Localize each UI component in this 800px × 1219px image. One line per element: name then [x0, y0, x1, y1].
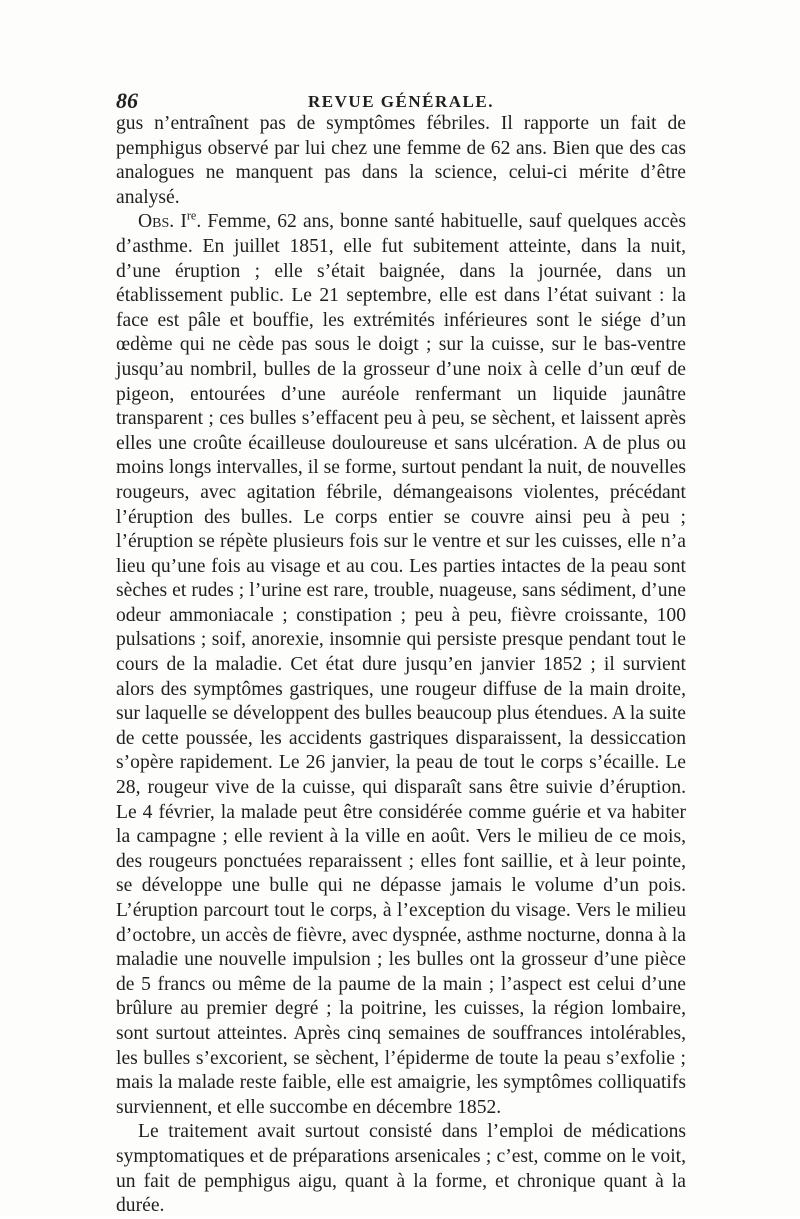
body-text: [116, 112, 686, 1219]
paragraph-conclusion: Le traitement avait surtout consisté dans l’emploi de médications symptomatiques et de préparations arsenicales ; c’est, comme on le voit, un fait de pemphigus aigu, quant à la forme, et chronique quant à la durée.: [116, 1121, 686, 1217]
paragraph-continuation: gus n’entraînent pas de symptômes fébriles. Il rapporte un fait de pemphigus observé par lui chez une femme de 62 ans. Bien que des cas analogues ne manquent pas dans la science, celui-ci mérite d’être analysé.: [116, 113, 686, 208]
paragraph-observation: [116, 210, 686, 1120]
running-title: REVUE GÉNÉRALE.: [308, 92, 494, 111]
observation-number-suffix: re: [186, 208, 197, 223]
observation-label: Obs.: [138, 211, 175, 233]
observation-number: I: [180, 211, 187, 233]
observation-text: . Femme, 62 ans, bonne santé habituelle, sauf quelques accès d’asthme. En juillet 1851, elle fut subitement atteinte, dans la nuit, d’une éruption ; elle s’était baignée, dans la journée, dans un établissement public. Le 21 septembre, elle est dans l’état suivant : la face est pâle et bouffie, les extrémités inférieures sont le siége d’un œdème qui ne cède pas sous le doigt ; sur la cuisse, sur le bas-ventre jusqu’au nombril, bulles de la grosseur d’une noix à celle d’un œuf de pigeon, entourées d’une auréole renfermant un liquide jaunâtre transparent ; ces bulles s’effacent peu à peu, se sèchent, et laissent après elles une croûte écailleuse douloureuse et sans ulcération. A de plus ou moins longs intervalles, il se forme, surtout pendant la nuit, de nouvelles rougeurs, avec agitation fébrile, démangeaisons violentes, précédant l’éruption des bulles. Le corps entier se couvre ainsi peu à peu ; l’éruption se répète plusieurs fois sur le ventre et sur les cuisses, elle n’a lieu qu’une fois au visage et au cou. Les parties intactes de la peau sont sèches et rudes ; l’urine est rare, trouble, nuageuse, sans sédiment, d’une odeur ammoniacale ; constipation ; peu à peu, fièvre croissante, 100 pulsations ; soif, anorexie, insomnie qui persiste presque pendant tout le cours de la maladie. Cet état dure jusqu’en janvier 1852 ; il survient alors des symptômes gastriques, une rougeur diffuse de la main droite, sur laquelle se développent des bulles beaucoup plus étendues. A la suite de cette poussée, les accidents gastriques disparaissent, la dessiccation s’opère rapidement. Le 26 janvier, la peau de tout le corps s’écaille. Le 28, rougeur vive de la cuisse, qui disparaît sans être suivie d’éruption. Le 4 février, la malade peut être considérée comme guérie et va habiter la campagne ; elle revient à la ville en août. Vers le milieu de ce mois, des rougeurs ponctuées reparaissent ; elles font saillie, et à leur pointe, se développe une bulle qui ne dépasse jamais le volume d’un pois. L’éruption parcourt tout le corps, à l’exception du visage. Vers le milieu d’octobre, un accès de fièvre, avec dyspnée, asthme nocturne, donna à la maladie une nouvelle impulsion ; les bulles ont la grosseur d’une pièce de 5 francs ou même de la paume de la main ; l’aspect est celui d’une brûlure au premier degré ; la poitrine, les cuisses, la région lombaire, sont surtout atteintes. Après cinq semaines de souffrances intolérables, les bulles s’excorient, se sèchent, l’épiderme de toute la peau s’exfolie ; mais la malade reste faible, elle est amaigrie, les symptômes colliquatifs surviennent, et elle succombe en décembre 1852.: [116, 211, 686, 1118]
page-number: 86: [116, 88, 138, 113]
